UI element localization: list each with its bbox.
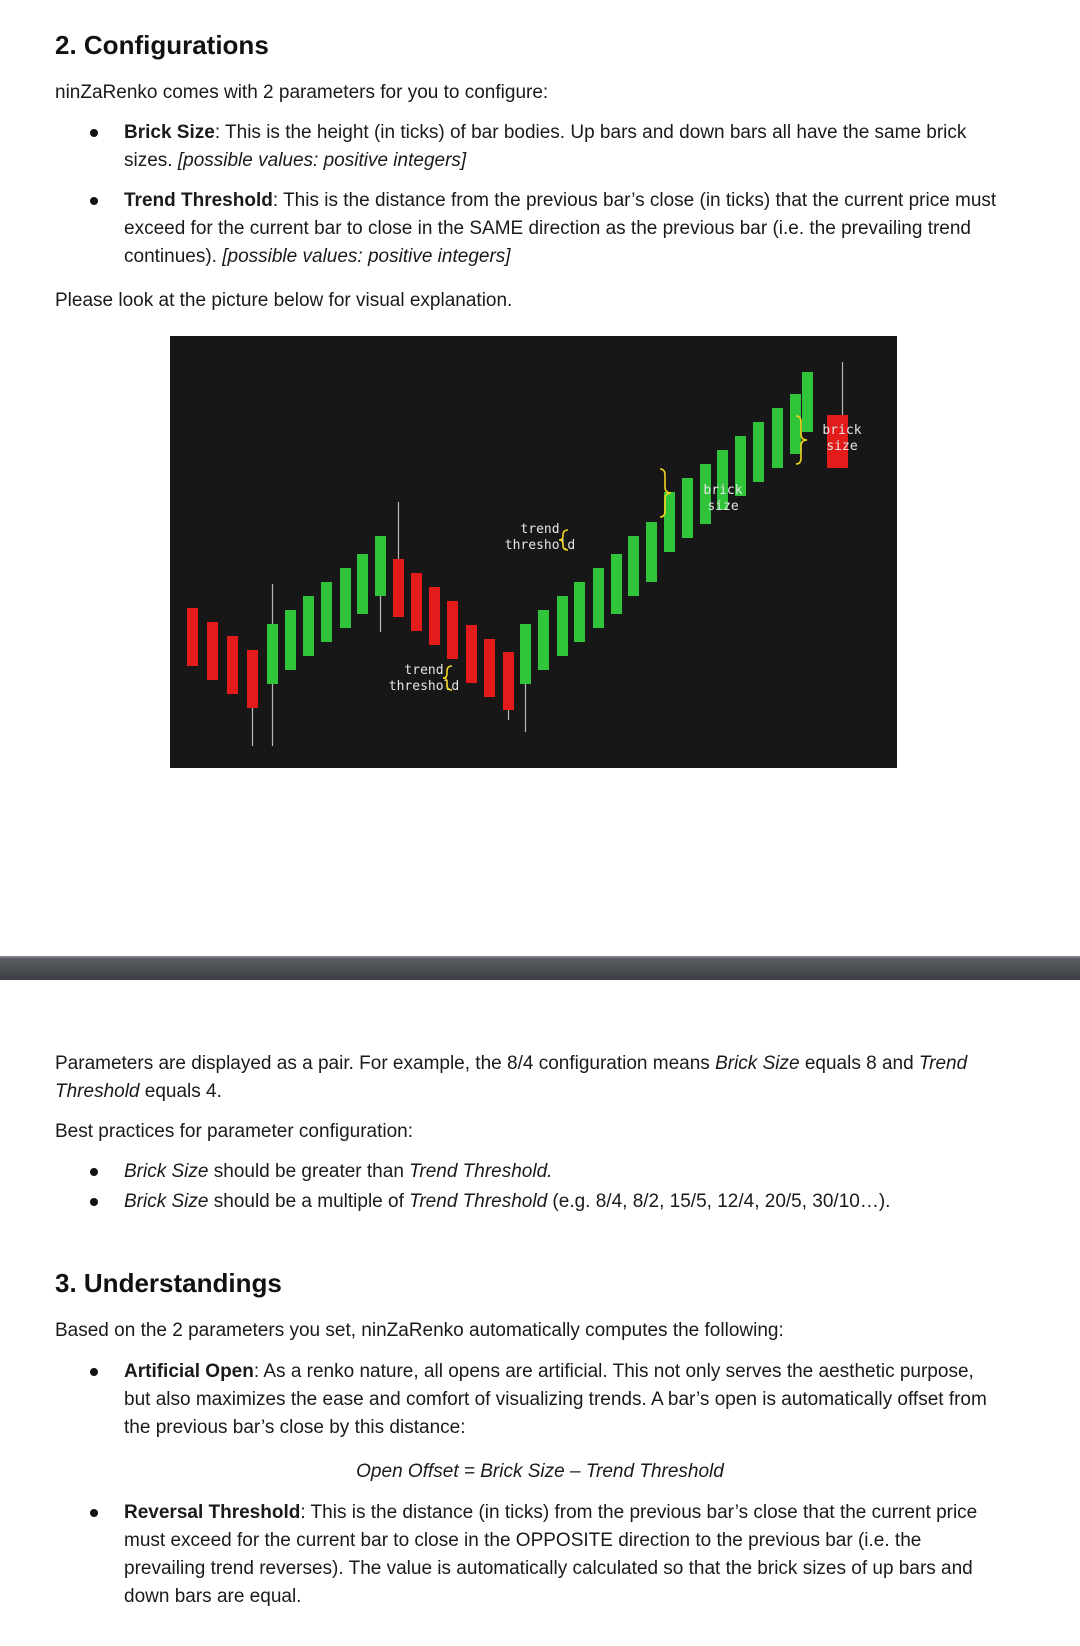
- term-brick-size: Brick Size: [124, 122, 215, 143]
- renko-up-bar: [611, 554, 622, 614]
- renko-up-bar: [628, 536, 639, 596]
- renko-down-bar: [466, 625, 477, 683]
- brick-size-label-top-line1: brick: [822, 423, 862, 438]
- renko-up-bar: [753, 422, 764, 482]
- trend-threshold-description: : This is the distance from the previous bar’s close (in ticks) that the current price must exceed for the current bar to close in the SAME direction as the previous bar (i.e. the prevailing trend continues).: [124, 190, 997, 267]
- renko-down-bar: [429, 587, 440, 645]
- term-trend-threshold: Trend Threshold: [124, 190, 273, 211]
- renko-up-bar: [520, 624, 531, 684]
- renko-up-bar: [538, 610, 549, 670]
- list-item-brick-size: [80, 119, 1000, 175]
- renko-up-bar: [557, 596, 568, 656]
- renko-down-bar: [247, 650, 258, 708]
- bp1-term-brick-size: Brick Size: [124, 1161, 209, 1182]
- best-practices-intro: Best practices for parameter configuration:: [55, 1121, 414, 1142]
- config-intro: ninZaRenko comes with 2 parameters for you to configure:: [55, 82, 549, 103]
- page-break-bar: [0, 956, 1080, 980]
- bp1-text: should be greater than: [208, 1161, 410, 1182]
- renko-up-bar: [772, 408, 783, 468]
- section-heading-configurations: 2. Configurations: [55, 30, 269, 60]
- trend-threshold-label-lower-line1: trend: [404, 663, 444, 678]
- open-offset-formula: Open Offset = Brick Size – Trend Threshold: [356, 1461, 724, 1482]
- bp2-term-trend-threshold: Trend Threshold: [409, 1191, 548, 1212]
- renko-up-bar: [321, 582, 332, 642]
- renko-down-bar: [411, 573, 422, 631]
- renko-down-bar: [393, 559, 404, 617]
- renko-up-bar: [593, 568, 604, 628]
- renko-up-bar: [646, 522, 657, 582]
- config-parameter-list: [80, 119, 1000, 283]
- list-item-best-practice-1: [80, 1158, 1000, 1186]
- pair-term-trend-threshold: Trend Threshold: [55, 1053, 968, 1102]
- renko-down-bar: [207, 622, 218, 680]
- renko-down-bar: [447, 601, 458, 659]
- trend-threshold-label-lower-line2: threshold: [388, 679, 460, 694]
- bp1-term-trend-threshold: Trend Threshold.: [409, 1161, 553, 1182]
- section-heading-understandings: 3. Understandings: [55, 1268, 282, 1298]
- brick-size-label-top-line2: size: [826, 439, 858, 454]
- renko-chart-svg: [170, 336, 897, 768]
- term-reversal-threshold: Reversal Threshold: [124, 1502, 301, 1523]
- pair-text-a: Parameters are displayed as a pair. For example, the 8/4 configuration means: [55, 1053, 716, 1074]
- brick-size-label-middle-line1: brick: [703, 483, 743, 498]
- list-item-reversal-threshold: [80, 1499, 1000, 1611]
- renko-illustration: [170, 336, 897, 768]
- bp2-term-brick-size: Brick Size: [124, 1191, 209, 1212]
- bp2-text: should be a multiple of: [208, 1191, 410, 1212]
- best-practices-list: [80, 1158, 1000, 1218]
- renko-up-bar: [285, 610, 296, 670]
- term-artificial-open: Artificial Open: [124, 1361, 254, 1382]
- understandings-list-2: [80, 1499, 1000, 1623]
- renko-up-bar: [682, 478, 693, 538]
- brick-size-possible-values: [possible values: positive integers]: [177, 150, 467, 171]
- pair-explanation: [55, 1050, 1025, 1106]
- trend-threshold-label-upper-line1: trend: [520, 522, 560, 537]
- reversal-threshold-description: : This is the distance (in ticks) from the previous bar’s close that the current price must exceed for the current bar to close in the OPPOSITE direction to the previous bar (i.e. the prevailing trend reverses). The value is automatically calculated so that the brick sizes of up bars and down bars are equal.: [124, 1502, 978, 1607]
- figure-lead-in: Please look at the picture below for visual explanation.: [55, 290, 513, 311]
- renko-down-bar: [187, 608, 198, 666]
- renko-up-bar: [574, 582, 585, 642]
- pair-term-brick-size: Brick Size: [715, 1053, 800, 1074]
- pair-text-c: equals 4.: [139, 1081, 222, 1102]
- renko-up-bar: [802, 372, 813, 432]
- renko-up-bar: [303, 596, 314, 656]
- trend-threshold-possible-values: [possible values: positive integers]: [222, 246, 511, 267]
- renko-up-bar: [357, 554, 368, 614]
- understandings-list-1: [80, 1358, 1000, 1454]
- list-item-best-practice-2: [80, 1188, 1000, 1216]
- list-item-trend-threshold: [80, 187, 1000, 271]
- artificial-open-description: : As a renko nature, all opens are artificial. This not only serves the aesthetic purpose, but also maximizes the ease and comfort of visualizing trends. A bar’s open is automatically offset from the previous bar’s close by this distance:: [124, 1361, 987, 1438]
- understandings-intro: Based on the 2 parameters you set, ninZaRenko automatically computes the following:: [55, 1320, 784, 1341]
- list-item-artificial-open: [80, 1358, 1000, 1442]
- renko-down-bar: [227, 636, 238, 694]
- trend-threshold-label-upper-line2: threshold: [504, 538, 576, 553]
- renko-up-bar: [375, 536, 386, 596]
- bp2-examples: (e.g. 8/4, 8/2, 15/5, 12/4, 20/5, 30/10…).: [547, 1191, 891, 1212]
- brick-size-label-middle-line2: size: [707, 499, 739, 514]
- renko-down-bar: [484, 639, 495, 697]
- renko-up-bar: [790, 394, 801, 454]
- renko-down-bar: [503, 652, 514, 710]
- renko-up-bar: [267, 624, 278, 684]
- brick-size-description: : This is the height (in ticks) of bar bodies. Up bars and down bars all have the same brick sizes.: [124, 122, 967, 171]
- pair-text-b: equals 8 and: [799, 1053, 919, 1074]
- renko-up-bar: [340, 568, 351, 628]
